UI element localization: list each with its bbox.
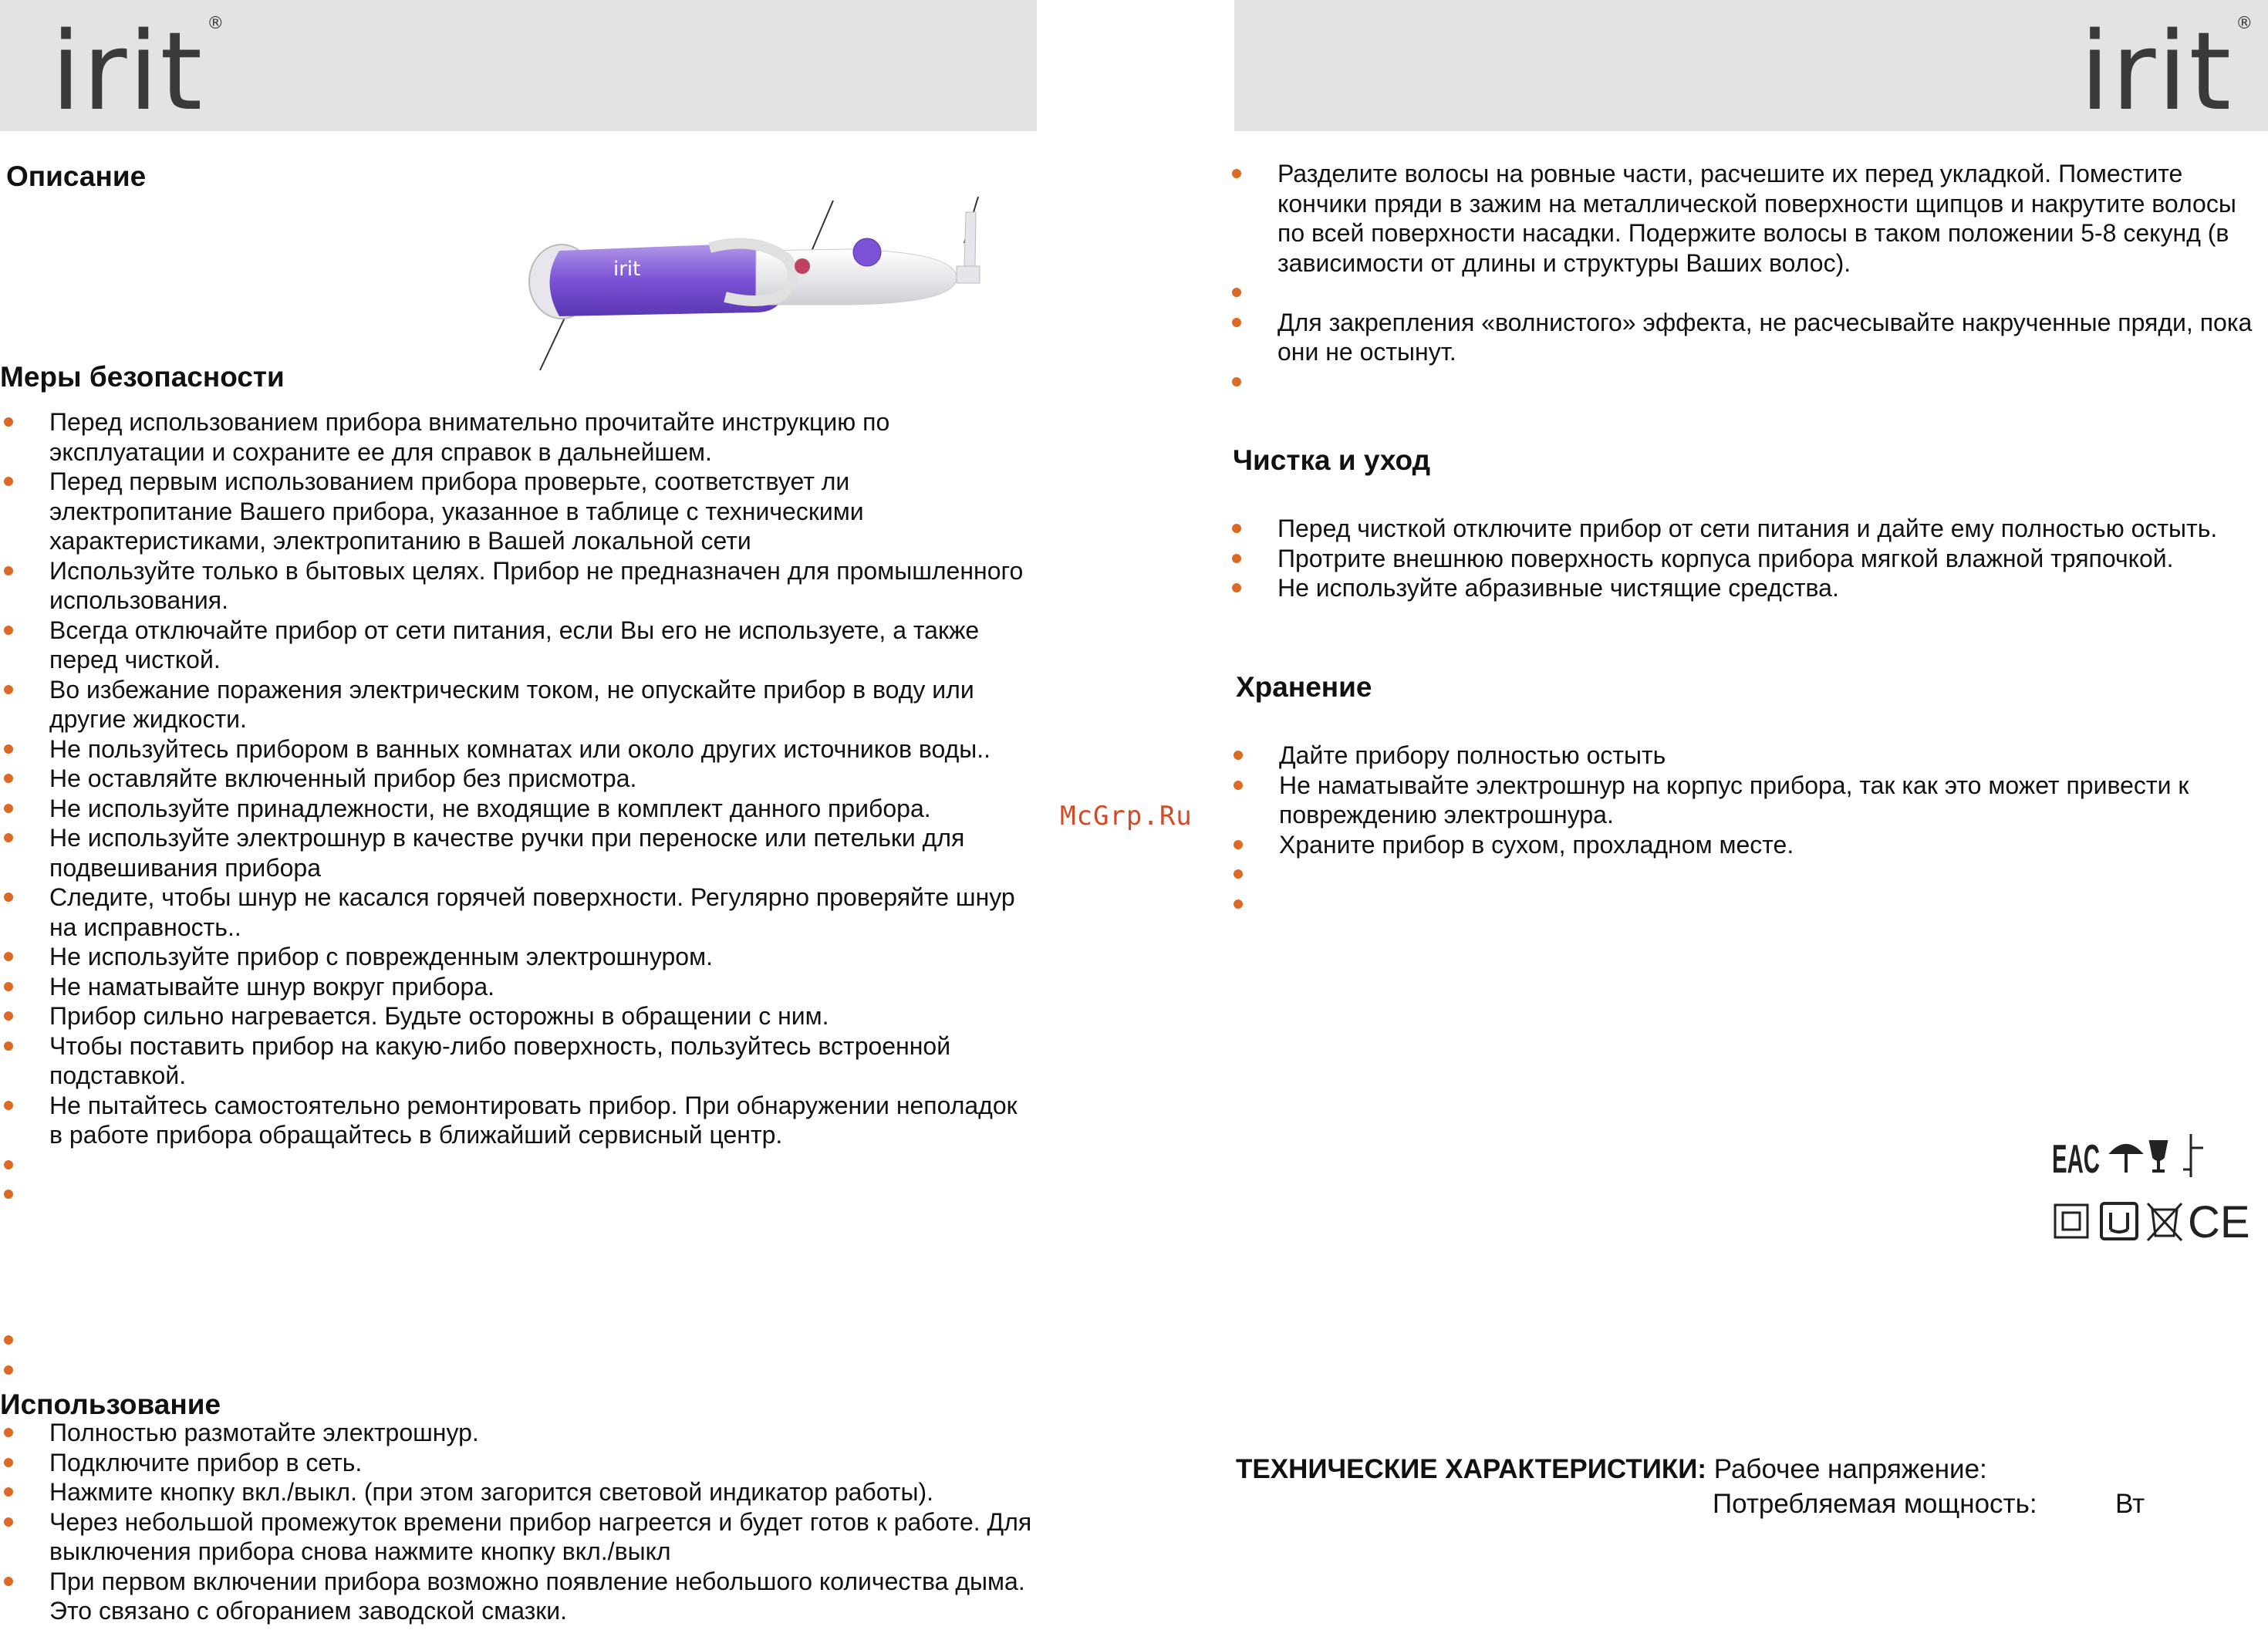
eac-mark-icon <box>2052 1137 2100 1182</box>
power-label: Потребляемая мощность: <box>1713 1489 2037 1519</box>
list-item: Подключите прибор в сеть. <box>3 1448 1037 1478</box>
list-item: Перед чисткой отключите прибор от сети питания и дайте ему полностью остыть. <box>1231 514 2268 544</box>
handle-with-care-icon <box>2101 1203 2137 1239</box>
list-item: Разделите волосы на ровные части, расчешите их перед укладкой. Поместите кончики пряди в зажим на металлической поверхности щипцов и накрутите волосы по всей поверхности насадки. Подержите волосы в таком положении 5-8 секунд (в зависимости от длины и структуры Ваших волос). <box>1231 159 2268 278</box>
list-item <box>1231 367 2268 397</box>
list-item <box>1233 859 2268 889</box>
list-item: Прибор сильно нагревается. Будьте осторожны в обращении с ним. <box>3 1001 1037 1031</box>
list-item: Не используйте абразивные чистящие средства. <box>1231 573 2268 603</box>
list-item: Перед первым использованием прибора проверьте, соответствует ли электропитание Вашего прибора, указанное в таблице с техническими характеристиками, электропитанию в Вашей локальной сети <box>3 467 1037 556</box>
list-item: Храните прибор в сухом, прохладном месте. <box>1233 830 2268 860</box>
registered-mark: ® <box>2236 14 2255 33</box>
list-item: Нажмите кнопку вкл./выкл. (при этом загорится световой индикатор работы). <box>3 1477 1037 1507</box>
specs-line-1 <box>1236 1454 1987 1485</box>
brand-logo-left <box>51 9 226 135</box>
usage-list <box>3 1418 1037 1626</box>
list-item <box>3 1179 1037 1210</box>
usage-heading: Использование <box>0 1389 221 1420</box>
svg-text:irit: irit <box>613 258 641 281</box>
safety-heading: Меры безопасности <box>0 361 285 393</box>
safety-list <box>3 407 1037 1210</box>
storage-heading: Хранение <box>1236 671 1372 703</box>
list-item: Чтобы поставить прибор на какую-либо поверхность, пользуйтесь встроенной подставкой. <box>3 1031 1037 1091</box>
description-heading: Описание <box>6 160 147 192</box>
list-item: Через небольшой промежуток времени прибор нагреется и будет готов к работе. Для выключения прибора снова нажмите кнопку вкл./выкл <box>3 1507 1037 1567</box>
list-item <box>3 1325 1037 1355</box>
svg-text:CE: CE <box>2188 1197 2250 1247</box>
list-item: Перед использованием прибора внимательно прочитайте инструкцию по эксплуатации и сохраните ее для справок в дальнейшем. <box>3 407 1037 467</box>
list-item: Не наматывайте электрошнур на корпус прибора, так как это может привести к повреждению электрошнура. <box>1233 771 2268 830</box>
watermark-text: McGrp.Ru <box>1060 801 1193 832</box>
double-insulation-icon <box>2055 1205 2087 1237</box>
list-item: Используйте только в бытовых целях. Прибор не предназначен для промышленного использования. <box>3 556 1037 616</box>
power-unit: Вт <box>2115 1489 2145 1519</box>
care-list <box>1231 514 2268 603</box>
usage-continued-list <box>1231 159 2268 397</box>
umbrella-keep-dry-icon <box>2112 1146 2140 1173</box>
brand-name: irit <box>2080 9 2233 135</box>
ce-mark-icon <box>2188 1197 2250 1247</box>
registered-mark: ® <box>207 14 226 33</box>
hair-styler-illustration <box>525 189 1018 382</box>
brand-name: irit <box>51 9 204 135</box>
list-item <box>1231 278 2268 308</box>
list-item <box>3 1150 1037 1180</box>
list-item: При первом включении прибора возможно появление небольшого количества дыма. Это связано с обгоранием заводской смазки. <box>3 1567 1037 1626</box>
storage-list <box>1233 741 2268 919</box>
list-item: Всегда отключайте прибор от сети питания, если Вы его не используете, а также перед чисткой. <box>3 616 1037 675</box>
brand-logo-right <box>2080 9 2255 135</box>
list-item: Не используйте электрошнур в качестве ручки при переноске или петельки для подвешивания прибора <box>3 823 1037 882</box>
list-item: Не пользуйтесь прибором в ванных комнатах или около других источников воды.. <box>3 734 1037 764</box>
list-item: Полностью размотайте электрошнур. <box>3 1418 1037 1448</box>
svg-text:EAC: EAC <box>2052 1137 2100 1182</box>
list-item <box>3 1355 1037 1385</box>
list-item: Не наматывайте шнур вокруг прибора. <box>3 972 1037 1002</box>
list-item: Не пытайтесь самостоятельно ремонтировать прибор. При обнаружении неполадок в работе прибора обращайтесь в ближайший сервисный центр. <box>3 1091 1037 1150</box>
list-item: Не используйте принадлежности, не входящие в комплект данного прибора. <box>3 794 1037 824</box>
list-item: Не оставляйте включенный прибор без присмотра. <box>3 764 1037 794</box>
glass-fragile-icon <box>2151 1142 2166 1171</box>
list-item: Протрите внешнюю поверхность корпуса прибора мягкой влажной тряпочкой. <box>1231 544 2268 574</box>
list-item: Во избежание поражения электрическим током, не опускайте прибор в воду или другие жидкости. <box>3 675 1037 734</box>
list-item <box>1233 889 2268 920</box>
weee-bin-icon <box>2148 1203 2182 1240</box>
care-heading: Чистка и уход <box>1233 444 1431 476</box>
list-item: Не используйте прибор с поврежденным электрошнуром. <box>3 942 1037 972</box>
list-item: Для закрепления «волнистого» эффекта, не расчесывайте накрученные пряди, пока они не остынут. <box>1231 308 2268 367</box>
empty-bullets <box>3 1325 1037 1385</box>
list-item: Дайте прибору полностью остыть <box>1233 741 2268 771</box>
specs-title: ТЕХНИЧЕСКИЕ ХАРАКТЕРИСТИКИ: <box>1236 1454 1707 1484</box>
certification-marks <box>2052 1132 2260 1256</box>
temperature-limit-icon <box>2183 1134 2203 1177</box>
list-item: Следите, чтобы шнур не касался горячей поверхности. Регулярно проверяйте шнур на исправность.. <box>3 882 1037 942</box>
voltage-label: Рабочее напряжение: <box>1713 1454 1987 1484</box>
